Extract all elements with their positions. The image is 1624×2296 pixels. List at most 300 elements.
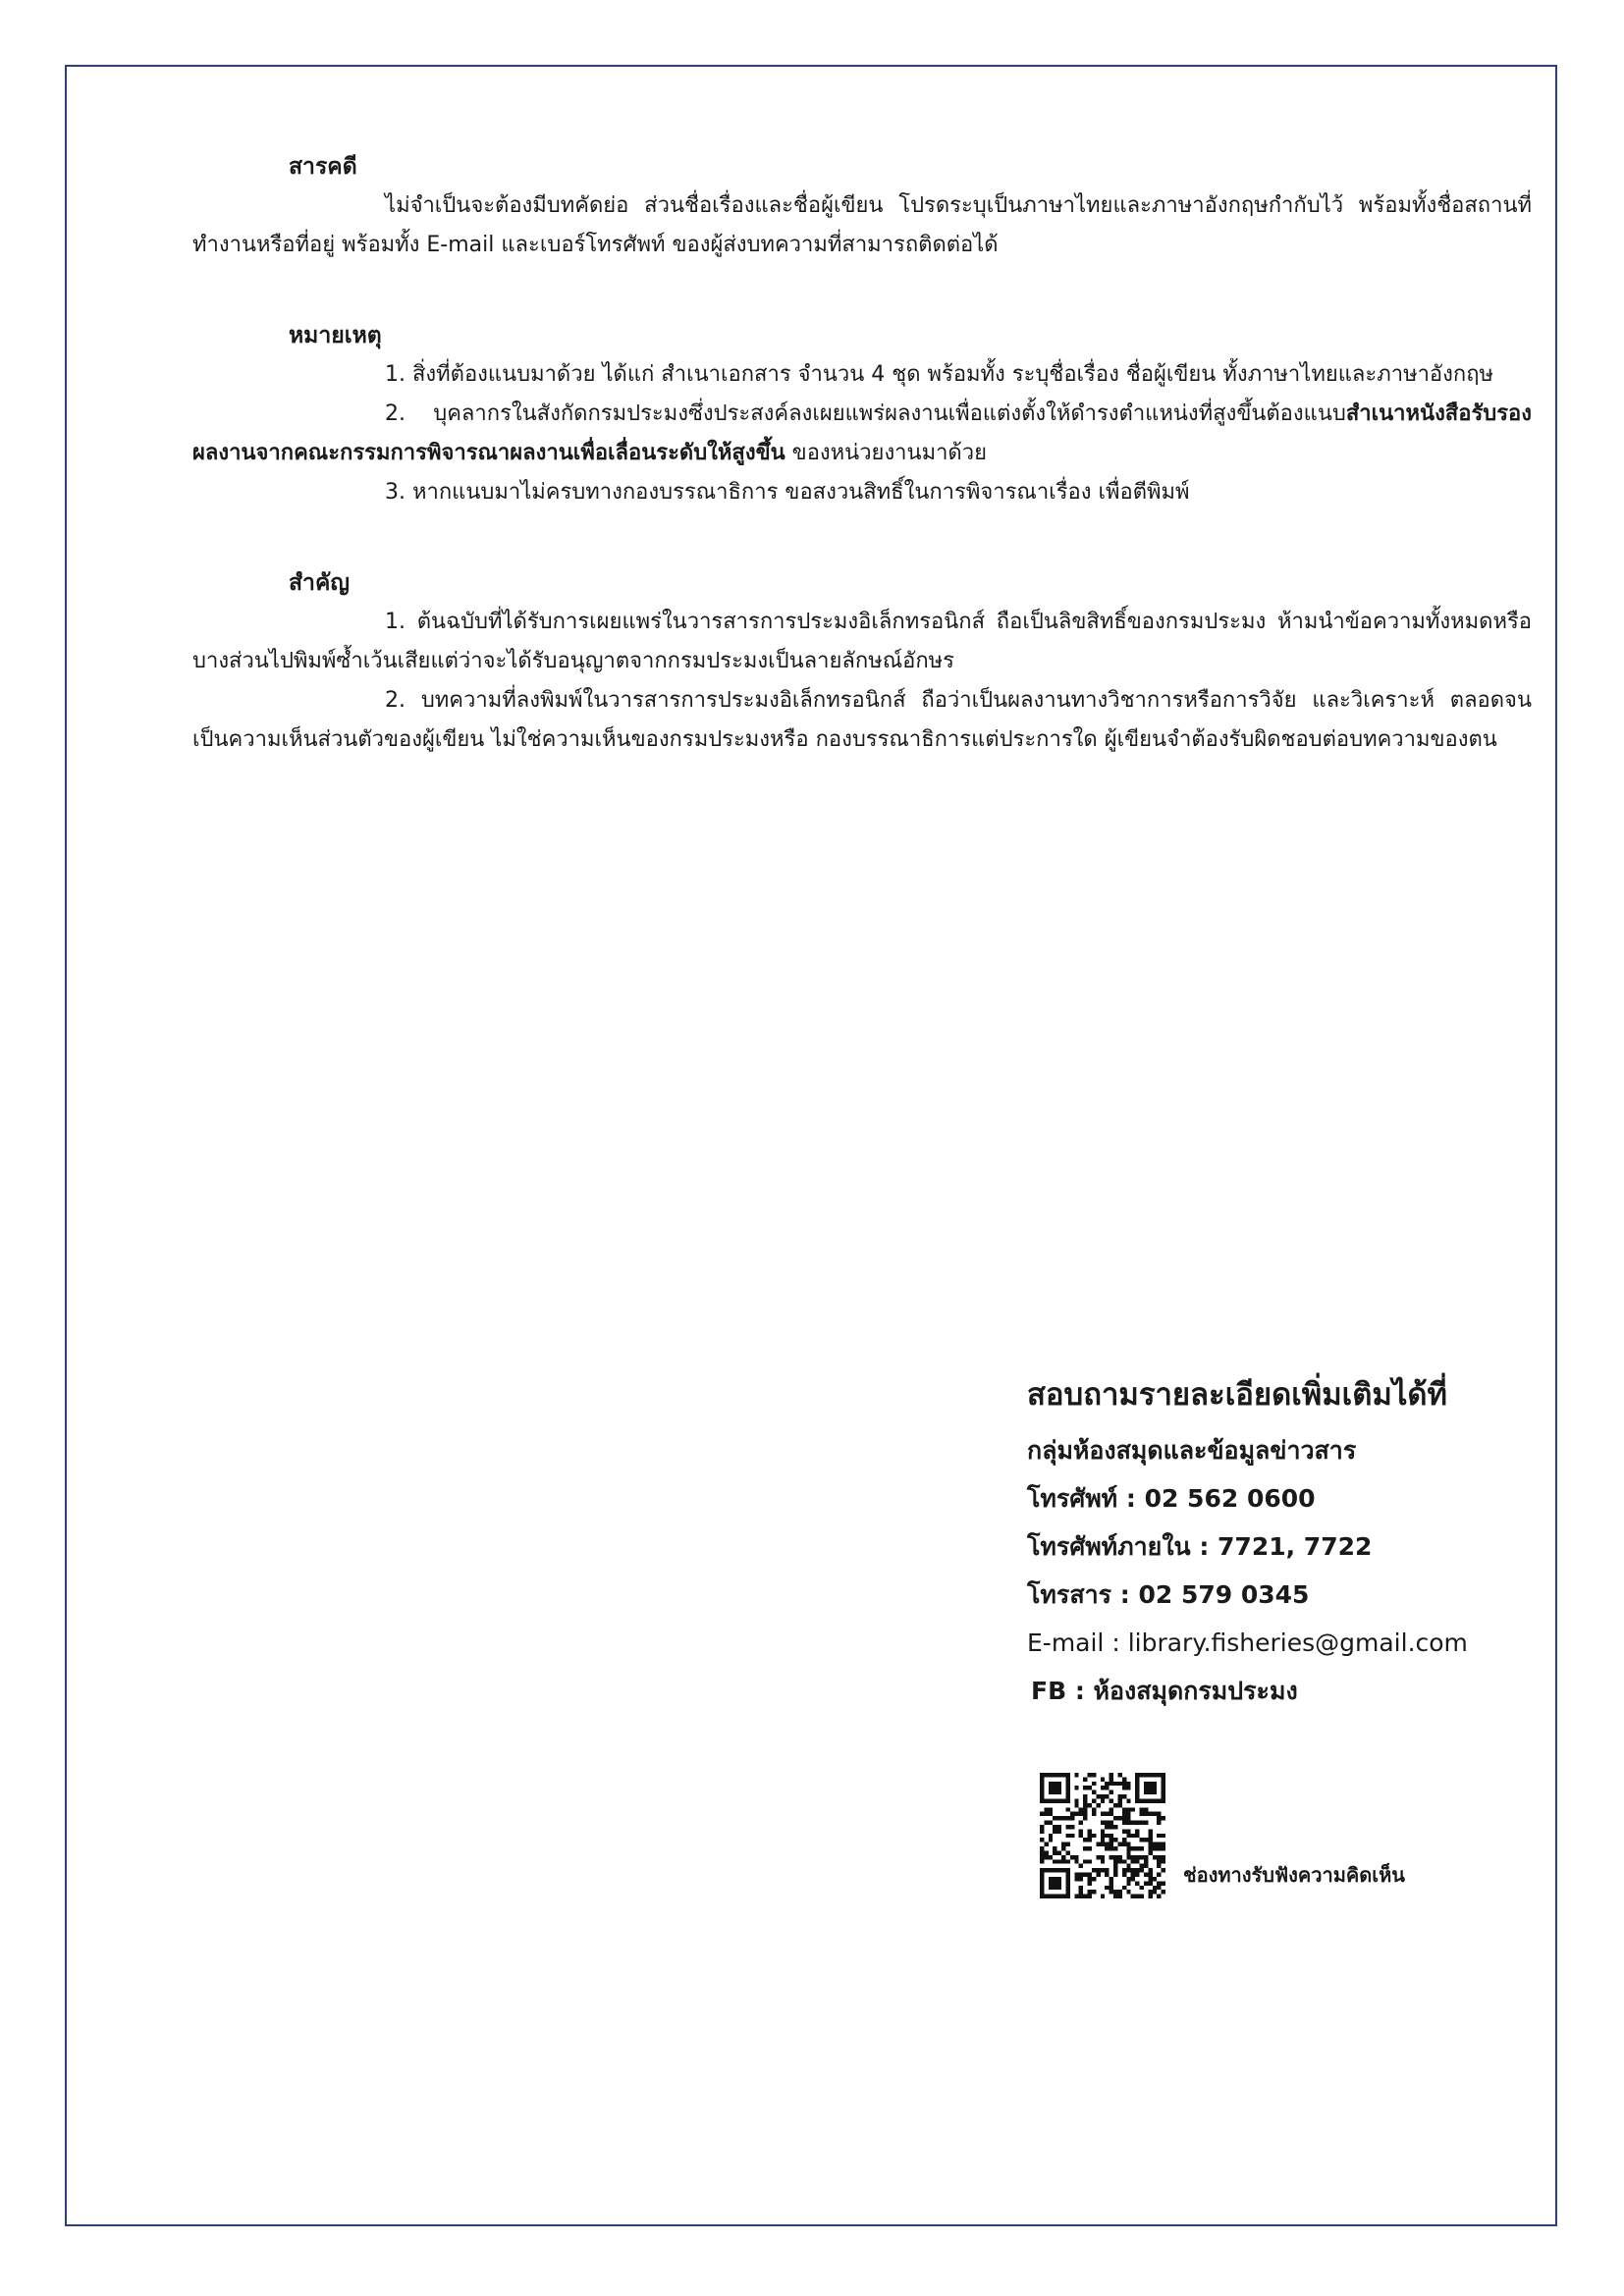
qr-module — [1140, 1846, 1144, 1850]
qr-module — [1117, 1794, 1121, 1798]
qr-module — [1157, 1842, 1161, 1846]
qr-module — [1113, 1868, 1117, 1872]
qr-module — [1126, 1798, 1130, 1802]
qr-module — [1131, 1821, 1135, 1825]
qr-module — [1044, 1798, 1048, 1802]
qr-module — [1057, 1790, 1061, 1794]
qr-module — [1153, 1790, 1157, 1794]
qr-module — [1110, 1777, 1113, 1781]
qr-module — [1153, 1855, 1157, 1859]
contact-block — [1027, 1367, 1468, 1715]
qr-module — [1162, 1777, 1165, 1781]
qr-module — [1148, 1846, 1152, 1850]
qr-module — [1110, 1846, 1113, 1850]
qr-module — [1065, 1834, 1069, 1838]
qr-module — [1110, 1855, 1113, 1859]
note-item-2-tail: ของหน่วยงานมาด้วย — [785, 441, 987, 465]
qr-module — [1096, 1868, 1100, 1872]
qr-module — [1140, 1773, 1144, 1777]
qr-module — [1162, 1834, 1165, 1838]
qr-module — [1153, 1886, 1157, 1890]
qr-module — [1148, 1812, 1152, 1816]
qr-module — [1140, 1812, 1144, 1816]
qr-module — [1092, 1782, 1096, 1786]
qr-module — [1065, 1859, 1069, 1863]
qr-module — [1065, 1886, 1069, 1890]
qr-module — [1053, 1859, 1056, 1863]
qr-module — [1053, 1895, 1056, 1898]
qr-module — [1126, 1807, 1130, 1811]
qr-module — [1140, 1798, 1144, 1802]
qr-module — [1040, 1868, 1044, 1872]
qr-module — [1122, 1821, 1126, 1825]
qr-module — [1088, 1873, 1092, 1877]
qr-module — [1117, 1842, 1121, 1846]
qr-module — [1092, 1868, 1096, 1872]
qr-module — [1135, 1786, 1139, 1789]
qr-module — [1122, 1807, 1126, 1811]
qr-module — [1053, 1877, 1056, 1881]
qr-module — [1117, 1859, 1121, 1863]
qr-module — [1157, 1798, 1161, 1802]
qr-module — [1101, 1859, 1105, 1863]
qr-module — [1057, 1868, 1061, 1872]
qr-module — [1096, 1794, 1100, 1798]
qr-module — [1148, 1798, 1152, 1802]
main-content — [192, 147, 1532, 811]
qr-module — [1162, 1842, 1165, 1846]
contact-facebook: FB : ห้องสมุดกรมประมง — [1031, 1677, 1298, 1705]
qr-module — [1157, 1881, 1161, 1885]
qr-module — [1053, 1816, 1056, 1820]
section-notes — [192, 316, 1532, 512]
qr-module — [1144, 1873, 1148, 1877]
qr-module — [1040, 1825, 1044, 1829]
qr-module — [1074, 1895, 1078, 1898]
qr-module — [1079, 1877, 1083, 1881]
qr-module — [1122, 1777, 1126, 1781]
qr-module — [1096, 1855, 1100, 1859]
qr-module — [1135, 1790, 1139, 1794]
qr-module — [1110, 1842, 1113, 1846]
qr-module — [1079, 1812, 1083, 1816]
qr-module — [1049, 1886, 1053, 1890]
qr-module — [1162, 1786, 1165, 1789]
qr-module — [1135, 1829, 1139, 1833]
qr-module — [1053, 1825, 1056, 1829]
qr-module — [1040, 1829, 1044, 1833]
qr-module — [1057, 1825, 1061, 1829]
qr-module — [1065, 1877, 1069, 1881]
qr-module — [1049, 1798, 1053, 1802]
qr-module — [1079, 1834, 1083, 1838]
qr-module — [1131, 1873, 1135, 1877]
qr-module — [1040, 1890, 1044, 1894]
qr-module — [1148, 1868, 1152, 1872]
qr-module — [1157, 1886, 1161, 1890]
qr-module — [1083, 1816, 1087, 1820]
qr-module — [1140, 1868, 1144, 1872]
qr-module — [1105, 1812, 1109, 1816]
qr-module — [1079, 1807, 1083, 1811]
qr-module — [1092, 1790, 1096, 1794]
qr-module — [1126, 1890, 1130, 1894]
qr-module — [1088, 1846, 1092, 1850]
qr-module — [1057, 1816, 1061, 1820]
qr-module — [1126, 1846, 1130, 1850]
qr-module — [1162, 1846, 1165, 1850]
qr-module — [1057, 1859, 1061, 1863]
note-item-3: 3. หากแนบมาไม่ครบทางกองบรรณาธิการ ขอสงวนสิทธิ์ในการพิจารณาเรื่อง เพื่อตีพิมพ์ — [385, 480, 1190, 505]
qr-module — [1074, 1773, 1078, 1777]
qr-module — [1083, 1777, 1087, 1781]
qr-module — [1044, 1855, 1048, 1859]
qr-module — [1096, 1842, 1100, 1846]
qr-module — [1162, 1782, 1165, 1786]
note-item-2-bold: สำเนาหนังสือรับรองผลงานจากคณะกรรมการพิจารณาผลงานเพื่อเลื่อนระดับให้สูงขึ้น — [192, 401, 1532, 465]
qr-module — [1140, 1807, 1144, 1811]
qr-module — [1105, 1834, 1109, 1838]
qr-module — [1105, 1846, 1109, 1850]
qr-module — [1122, 1886, 1126, 1890]
qr-module — [1044, 1842, 1048, 1846]
qr-module — [1061, 1895, 1065, 1898]
qr-module — [1101, 1794, 1105, 1798]
qr-module — [1061, 1846, 1065, 1850]
qr-module — [1113, 1846, 1117, 1850]
qr-module — [1126, 1850, 1130, 1854]
qr-module — [1079, 1873, 1083, 1877]
qr-module — [1049, 1895, 1053, 1898]
qr-module — [1122, 1812, 1126, 1816]
qr-module — [1157, 1855, 1161, 1859]
qr-module — [1053, 1782, 1056, 1786]
qr-module — [1126, 1881, 1130, 1885]
qr-module — [1105, 1886, 1109, 1890]
qr-module — [1083, 1895, 1087, 1898]
qr-module — [1040, 1859, 1044, 1863]
qr-module — [1092, 1890, 1096, 1894]
qr-module — [1101, 1838, 1105, 1842]
qr-module — [1157, 1873, 1161, 1877]
qr-module — [1044, 1868, 1048, 1872]
qr-module — [1065, 1777, 1069, 1781]
qr-module — [1110, 1790, 1113, 1794]
qr-module — [1074, 1786, 1078, 1789]
qr-module — [1157, 1816, 1161, 1820]
qr-module — [1162, 1798, 1165, 1802]
qr-module — [1135, 1873, 1139, 1877]
qr-module — [1065, 1850, 1069, 1854]
qr-module — [1135, 1773, 1139, 1777]
qr-module — [1044, 1807, 1048, 1811]
qr-module — [1131, 1859, 1135, 1863]
section-important — [192, 563, 1532, 760]
qr-module — [1088, 1786, 1092, 1789]
qr-module — [1148, 1838, 1152, 1842]
qr-module — [1126, 1842, 1130, 1846]
qr-module — [1101, 1855, 1105, 1859]
qr-module — [1057, 1773, 1061, 1777]
qr-module — [1088, 1803, 1092, 1807]
qr-module — [1126, 1782, 1130, 1786]
qr-module — [1126, 1834, 1130, 1838]
qr-module — [1148, 1881, 1152, 1885]
contact-internal-phone: โทรศัพท์ภายใน : 7721, 7722 — [1027, 1532, 1373, 1561]
qr-module — [1105, 1782, 1109, 1786]
qr-module — [1144, 1790, 1148, 1794]
qr-module — [1083, 1794, 1087, 1798]
qr-module — [1065, 1842, 1069, 1846]
qr-module — [1144, 1807, 1148, 1811]
qr-module — [1040, 1881, 1044, 1885]
qr-module — [1049, 1855, 1053, 1859]
qr-module — [1040, 1786, 1044, 1789]
qr-module — [1088, 1895, 1092, 1898]
qr-module — [1144, 1798, 1148, 1802]
qr-module — [1053, 1829, 1056, 1833]
qr-module — [1049, 1782, 1053, 1786]
qr-module — [1057, 1782, 1061, 1786]
qr-module — [1053, 1773, 1056, 1777]
qr-module — [1101, 1834, 1105, 1838]
qr-module — [1044, 1821, 1048, 1825]
qr-module — [1148, 1895, 1152, 1898]
qr-module — [1083, 1803, 1087, 1807]
qr-module — [1057, 1786, 1061, 1789]
qr-module — [1110, 1798, 1113, 1802]
qr-module — [1126, 1816, 1130, 1820]
qr-module — [1140, 1864, 1144, 1868]
qr-module — [1122, 1859, 1126, 1863]
qr-module — [1083, 1798, 1087, 1802]
qr-module — [1088, 1829, 1092, 1833]
qr-module — [1088, 1834, 1092, 1838]
qr-module — [1117, 1782, 1121, 1786]
qr-module — [1105, 1786, 1109, 1789]
qr-module — [1049, 1834, 1053, 1838]
qr-module — [1101, 1895, 1105, 1898]
contact-group: กลุ่มห้องสมุดและข้อมูลข่าวสาร — [1027, 1436, 1357, 1465]
qr-module — [1105, 1821, 1109, 1825]
qr-module — [1110, 1834, 1113, 1838]
qr-module — [1135, 1834, 1139, 1838]
qr-module — [1053, 1868, 1056, 1872]
qr-caption: ช่องทางรับฟังความคิดเห็น — [1183, 1863, 1405, 1887]
qr-module — [1083, 1846, 1087, 1850]
qr-module — [1144, 1782, 1148, 1786]
qr-module — [1126, 1864, 1130, 1868]
qr-module — [1140, 1821, 1144, 1825]
qr-module — [1101, 1786, 1105, 1789]
qr-module — [1065, 1786, 1069, 1789]
qr-module — [1135, 1868, 1139, 1872]
qr-module — [1117, 1855, 1121, 1859]
qr-module — [1113, 1825, 1117, 1829]
qr-module — [1110, 1890, 1113, 1894]
qr-module — [1065, 1794, 1069, 1798]
qr-module — [1162, 1790, 1165, 1794]
qr-module — [1057, 1886, 1061, 1890]
qr-module — [1126, 1821, 1130, 1825]
qr-module — [1131, 1877, 1135, 1881]
section-sarakadi — [192, 147, 1532, 265]
qr-module — [1079, 1895, 1083, 1898]
qr-module — [1144, 1855, 1148, 1859]
qr-module — [1061, 1773, 1065, 1777]
section-heading: สำคัญ — [289, 570, 350, 596]
qr-module — [1140, 1895, 1144, 1898]
qr-module — [1057, 1829, 1061, 1833]
qr-module — [1061, 1816, 1065, 1820]
qr-module — [1057, 1798, 1061, 1802]
qr-module — [1101, 1798, 1105, 1802]
qr-module — [1070, 1825, 1074, 1829]
qr-module — [1110, 1812, 1113, 1816]
qr-module — [1040, 1794, 1044, 1798]
qr-module — [1065, 1895, 1069, 1898]
qr-module — [1049, 1812, 1053, 1816]
qr-module — [1153, 1773, 1157, 1777]
qr-module — [1044, 1850, 1048, 1854]
qr-module — [1101, 1777, 1105, 1781]
qr-module — [1153, 1812, 1157, 1816]
qr-module — [1153, 1842, 1157, 1846]
qr-module — [1144, 1821, 1148, 1825]
qr-module — [1065, 1782, 1069, 1786]
qr-module — [1110, 1825, 1113, 1829]
qr-module — [1040, 1838, 1044, 1842]
qr-module — [1122, 1838, 1126, 1842]
qr-module — [1148, 1834, 1152, 1838]
qr-module — [1148, 1782, 1152, 1786]
qr-module — [1096, 1873, 1100, 1877]
qr-module — [1148, 1842, 1152, 1846]
qr-module — [1126, 1855, 1130, 1859]
qr-module — [1088, 1877, 1092, 1881]
qr-module — [1110, 1886, 1113, 1890]
qr-module — [1113, 1864, 1117, 1868]
qr-module — [1105, 1873, 1109, 1877]
qr-module — [1074, 1803, 1078, 1807]
qr-module — [1153, 1890, 1157, 1894]
qr-module — [1088, 1890, 1092, 1894]
qr-module — [1088, 1881, 1092, 1885]
qr-module — [1148, 1877, 1152, 1881]
qr-module — [1053, 1886, 1056, 1890]
qr-module — [1162, 1855, 1165, 1859]
qr-module — [1040, 1777, 1044, 1781]
qr-module — [1061, 1798, 1065, 1802]
qr-module — [1065, 1790, 1069, 1794]
qr-module — [1140, 1838, 1144, 1842]
qr-code-icon[interactable] — [1040, 1773, 1165, 1898]
qr-module — [1135, 1794, 1139, 1798]
qr-module — [1157, 1834, 1161, 1838]
qr-module — [1153, 1846, 1157, 1850]
qr-module — [1083, 1859, 1087, 1863]
note-item-2-text: 2. บุคลากรในสังกัดกรมประมงซึ่งประสงค์ลงเผยแพร่ผลงานเพื่อแต่งตั้งให้ดำรงตำแหน่งที่สูงขึ้นต้องแนบ — [385, 401, 1346, 426]
qr-module — [1057, 1881, 1061, 1885]
qr-module — [1040, 1895, 1044, 1898]
qr-module — [1049, 1877, 1053, 1881]
qr-module — [1040, 1790, 1044, 1794]
qr-module — [1065, 1773, 1069, 1777]
qr-module — [1126, 1868, 1130, 1872]
qr-module — [1122, 1868, 1126, 1872]
qr-module — [1117, 1816, 1121, 1820]
qr-module — [1117, 1890, 1121, 1894]
qr-module — [1135, 1777, 1139, 1781]
qr-module — [1148, 1873, 1152, 1877]
qr-module — [1049, 1786, 1053, 1789]
qr-module — [1135, 1855, 1139, 1859]
qr-module — [1135, 1859, 1139, 1863]
contact-title: สอบถามรายละเอียดเพิ่มเติมได้ที่ — [1027, 1377, 1447, 1413]
qr-module — [1148, 1890, 1152, 1894]
qr-module — [1105, 1868, 1109, 1872]
qr-module — [1122, 1782, 1126, 1786]
qr-module — [1065, 1798, 1069, 1802]
qr-module — [1144, 1786, 1148, 1789]
qr-module — [1113, 1803, 1117, 1807]
qr-module — [1131, 1834, 1135, 1838]
qr-module — [1157, 1846, 1161, 1850]
qr-module — [1144, 1864, 1148, 1868]
qr-module — [1083, 1812, 1087, 1816]
qr-module — [1110, 1807, 1113, 1811]
qr-module — [1126, 1812, 1130, 1816]
qr-module — [1131, 1846, 1135, 1850]
qr-module — [1110, 1821, 1113, 1825]
qr-module — [1040, 1798, 1044, 1802]
qr-module — [1157, 1859, 1161, 1863]
qr-module — [1135, 1881, 1139, 1885]
qr-module — [1053, 1798, 1056, 1802]
qr-module — [1070, 1816, 1074, 1820]
qr-module — [1040, 1855, 1044, 1859]
qr-module — [1113, 1859, 1117, 1863]
qr-module — [1065, 1881, 1069, 1885]
qr-module — [1113, 1855, 1117, 1859]
contact-email: E-mail : library.fisheries@gmail.com — [1027, 1629, 1468, 1657]
qr-module — [1148, 1773, 1152, 1777]
contact-phone: โทรศัพท์ : 02 562 0600 — [1027, 1484, 1316, 1513]
qr-module — [1065, 1807, 1069, 1811]
qr-module — [1040, 1873, 1044, 1877]
qr-module — [1144, 1838, 1148, 1842]
qr-module — [1074, 1873, 1078, 1877]
qr-module — [1140, 1886, 1144, 1890]
important-item-1: 1. ต้นฉบับที่ได้รับการเผยแพร่ในวารสารการประมงอิเล็กทรอนิกส์ ถือเป็นลิขสิทธิ์ของกรมประมง ห้ามนำข้อความทั้งหมดหรือบางส่วนไปพิมพ์ซ้ำเว้นเสียแต่ว่าจะได้รับอนุญาตจากกรมประมงเป็นลายลักษณ์อักษร — [192, 610, 1532, 673]
qr-module — [1113, 1873, 1117, 1877]
qr-module — [1110, 1877, 1113, 1881]
qr-module — [1157, 1821, 1161, 1825]
qr-module — [1053, 1846, 1056, 1850]
qr-module — [1101, 1868, 1105, 1872]
qr-module — [1113, 1816, 1117, 1820]
qr-module — [1144, 1859, 1148, 1863]
qr-module — [1053, 1881, 1056, 1885]
qr-module — [1110, 1838, 1113, 1842]
qr-module — [1040, 1773, 1044, 1777]
qr-module — [1070, 1812, 1074, 1816]
qr-module — [1157, 1812, 1161, 1816]
qr-module — [1070, 1855, 1074, 1859]
qr-module — [1153, 1798, 1157, 1802]
qr-module — [1105, 1825, 1109, 1829]
qr-module — [1117, 1798, 1121, 1802]
